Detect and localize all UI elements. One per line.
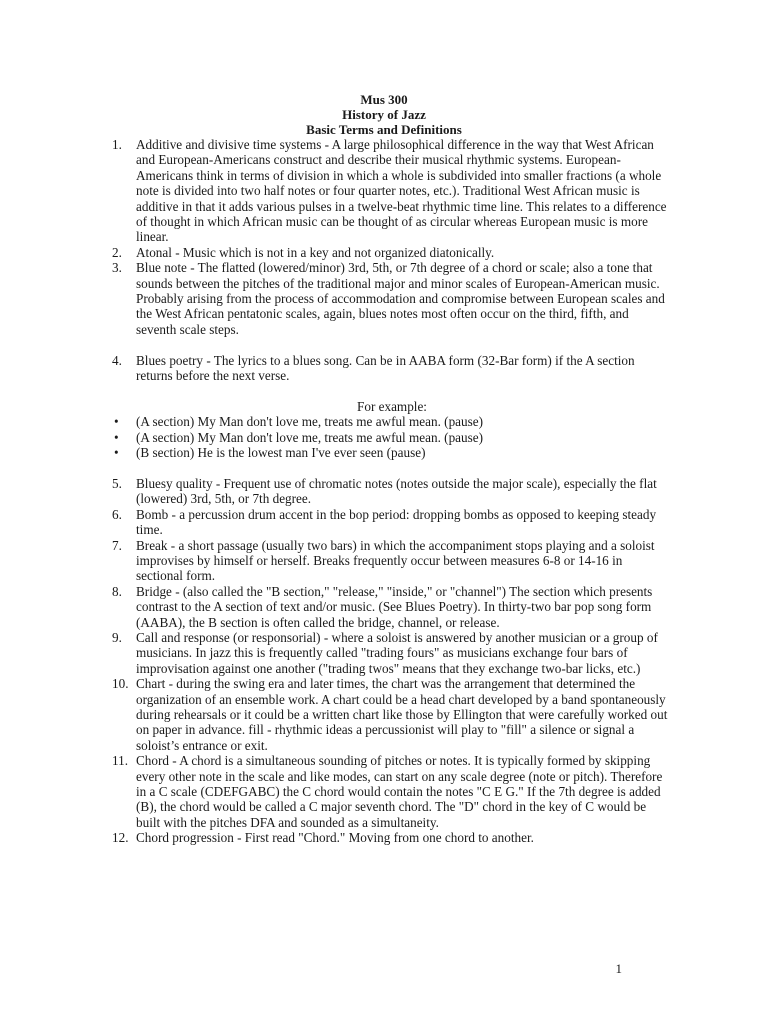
page-number: 1 [615, 961, 622, 976]
list-item [112, 507, 672, 538]
course-subject: History of Jazz [342, 107, 426, 122]
item-number: 2. [112, 244, 122, 260]
item-text: Break - a short passage (usually two bars) in which the accompaniment stops playing and a soloist improvises by himself or herself. Breaks frequently occur between measures 6-8 or 14-16 in sectional form. [136, 537, 655, 584]
list-item [112, 630, 672, 676]
bullet-item [112, 445, 672, 460]
document-header [0, 92, 768, 137]
item-text: Bridge - (also called the "B section," "release," "inside," or "channel") The section which presents contrast to the A section of text and/or music. (See Blues Poetry). In thirty-two bar pop song form (AABA), the B section is often called the bridge, channel, or release. [136, 583, 653, 630]
list-item [112, 353, 672, 384]
course-number: Mus 300 [360, 92, 408, 107]
list-item [112, 476, 672, 507]
list-item [112, 538, 672, 584]
item-text: Atonal - Music which is not in a key and not organized diatonically. [136, 244, 495, 260]
item-number: 4. [112, 352, 122, 368]
item-number: 12. [112, 830, 129, 846]
item-text: Blue note - The flatted (lowered/minor) 3rd, 5th, or 7th degree of a chord or scale; also a tone that sounds between the pitches of the traditional major and minor scales of European-American music. Probably arising from the process of accommodation and compromise between European scales and the West African pentatonic scales, again, blues notes most often occur on the third, fifth, and seventh scale steps. [136, 260, 665, 337]
bullet-item [112, 414, 672, 429]
item-text: Bomb - a percussion drum accent in the bop period: dropping bombs as opposed to keeping steady time. [136, 506, 657, 538]
item-text: Call and response (or responsorial) - where a soloist is answered by another musician or a group of musicians. In jazz this is frequently called "trading fours" as musicians exchange four bars of improvisation against one another ("trading twos" means that they exchange two-bar licks, etc.) [136, 629, 658, 676]
bullet-icon: • [114, 414, 119, 430]
item-number: 3. [112, 260, 122, 276]
item-text: Blues poetry - The lyrics to a blues song. Can be in AABA form (32-Bar form) if the A section returns before the next verse. [136, 352, 635, 384]
list-item [112, 584, 672, 630]
item-text: Chord progression - First read "Chord." Moving from one chord to another. [136, 830, 534, 846]
item-number: 8. [112, 583, 122, 599]
bullet-item [112, 430, 672, 445]
item-text: Additive and divisive time systems - A large philosophical difference in the way that West African and European-Americans construct and describe their musical rhythmic systems. European-Americans think in terms of division in which a whole is subdivided into smaller fractions (a whole note is divided into two half notes or four quarter notes, etc.). Traditional West African music is additive in that it adds various pulses in a twelve-beat rhythmic time line. This relates to a difference of thought in which African music can be thought of as circular whereas European music is more linear. [136, 137, 667, 245]
item-number: 1. [112, 137, 122, 152]
list-item [112, 753, 672, 830]
item-text: Bluesy quality - Frequent use of chromatic notes (notes outside the major scale), especially the flat (lowered) 3rd, 5th, or 7th degree. [136, 475, 657, 507]
item-text: Chart - during the swing era and later times, the chart was the arrangement that determined the organization of an ensemble work. A chart could be a head chart developed by a band spontaneously during rehearsals or it could be a written chart like those by Ellington that were carefully worked out on paper in advance. fill - rhythmic ideas a percussionist will play to "fill" a silence or signal a soloist’s entrance or exit. [136, 676, 668, 753]
list-item [112, 830, 672, 845]
list-item [112, 245, 672, 260]
definitions-list [112, 137, 672, 846]
list-item [112, 137, 672, 245]
bullet-text: (B section) He is the lowest man I've ever seen (pause) [136, 445, 426, 461]
bullet-icon: • [114, 445, 119, 461]
item-text: Chord - A chord is a simultaneous sounding of pitches or notes. It is typically formed by skipping every other note in the scale and like modes, can start on any scale degree (note or pitch). Therefore in a C scale (CDEFGABC) the C chord would contain the notes "C E G." If the 7th degree is added (B), the chord would be called a C major seventh chord. The "D" chord in the key of C would be built with the pitches DFA and sounded as a simultaneity. [136, 753, 663, 830]
item-number: 7. [112, 537, 122, 553]
item-number: 10. [112, 676, 129, 692]
bullet-icon: • [114, 429, 119, 445]
item-number: 6. [112, 506, 122, 522]
bullet-text: (A section) My Man don't love me, treats me awful mean. (pause) [136, 429, 483, 445]
list-item [112, 260, 672, 337]
item-number: 9. [112, 629, 122, 645]
document-title: Basic Terms and Definitions [306, 122, 462, 137]
item-number: 5. [112, 475, 122, 491]
item-number: 11. [112, 753, 128, 769]
list-item [112, 676, 672, 753]
bullet-text: (A section) My Man don't love me, treats me awful mean. (pause) [136, 414, 483, 430]
example-label: For example: [357, 398, 427, 414]
